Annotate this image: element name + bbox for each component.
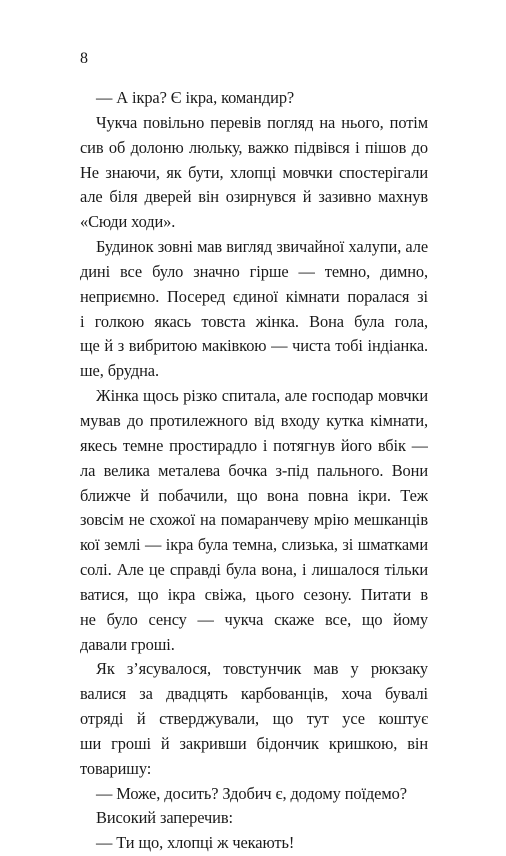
page-number: 8 [80,50,88,67]
text-line: Високий заперечив: [96,808,233,828]
text-line: товаришу: [80,758,152,778]
text-line: — Може, досить? Здобич є, додому поїдемо? [96,783,407,803]
text-line: але біля дверей він озирнувся й зазивно махнув [80,187,428,207]
text-line: ше, брудна. [80,361,159,381]
text-line: Жінка щось різко спитала, але господар мовчки [96,386,428,406]
text-line: і голкою якась товста жінка. Вона була гола, [80,311,428,331]
text-line: — Ти що, хлопці ж чекають! [96,833,295,853]
text-line: мував до протилежного від входу кутка кімнати, [80,410,428,430]
text-line: зовсім не схожої на помаранчеву мрію мешканців [80,510,428,530]
text-line: Як з’ясувалося, товстунчик мав у рюкзаку [96,659,428,679]
text-line: Будинок зовні мав вигляд звичайної халупи, але [96,237,428,257]
text-line: Чукча повільно перевів погляд на нього, потім [96,112,428,132]
text-line: не було сенсу — чукча скаже все, що йому [80,609,428,629]
body-text [80,86,428,856]
text-line: — А ікра? Є ікра, командир? [96,88,295,107]
text-line: неприємно. Посеред єдиної кімнати поралася зі [80,286,428,306]
text-line: «Сюди ходи». [80,212,176,232]
text-line: солі. Але це справді була вона, і лишалося тільки [80,560,428,580]
text-line: отряді й стверджували, що тут усе коштує [80,709,428,729]
text-line: ще й з вибритою маківкою — чиста тобі індіанка. [80,336,428,356]
text-line: ла велика металева бочка з-під пального. Вони [80,460,428,480]
text-line: Не знаючи, як бути, хлопці мовчки спостерігали [80,162,428,182]
text-line: давали гроші. [80,634,175,654]
text-line: якесь темне простирадло і потягнув його вбік — [80,435,428,455]
text-line: ши гроші й закривши бідончик кришкою, він [80,733,428,753]
text-line: дині все було значно гірше — темно, димно, [80,261,428,281]
text-line: сив об долоню люльку, важко підвівся і пішов до [80,137,428,157]
text-line: ватися, що ікра свіжа, цього сезону. Питати в [80,584,428,604]
text-line: валися за двадцять карбованців, хоча бувалі [80,684,428,704]
text-line: кої землі — ікра була темна, слизька, зі шматками [80,535,428,555]
text-line: ближче й побачили, що вона повна ікри. Теж [80,485,428,505]
